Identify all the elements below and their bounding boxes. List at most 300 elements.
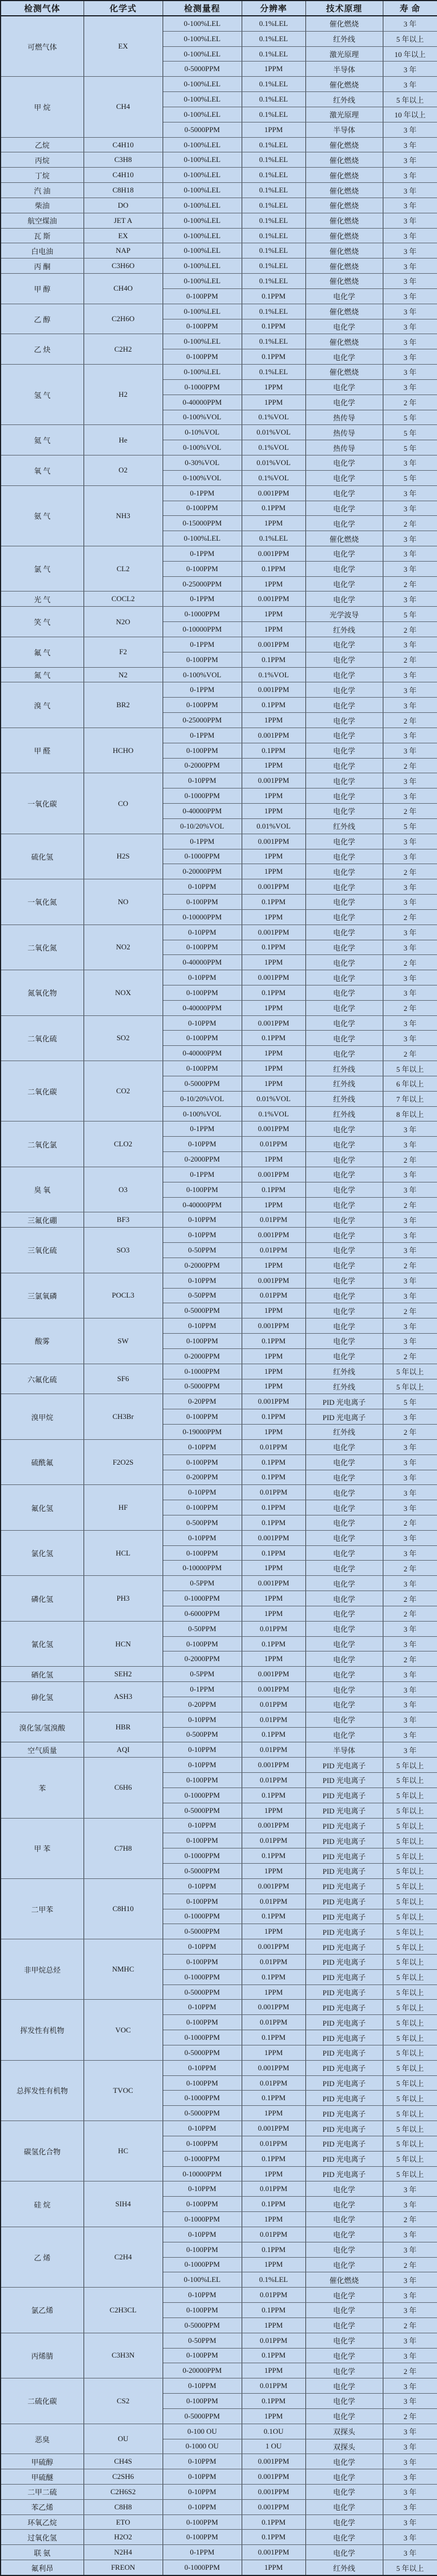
formula-cell: EX [84, 228, 163, 243]
range-cell: 0-100PPM [163, 2197, 242, 2212]
gas-group-row [1, 2514, 437, 2530]
lifespan-cell: 3 年 [383, 137, 437, 152]
principle-cell: 电化学 [305, 1152, 383, 1167]
lifespan-cell: 2 年 [383, 1606, 437, 1621]
range-cell: 0-500PPM [163, 1515, 242, 1530]
range-cell: 0-50PPM [163, 2333, 242, 2348]
principle-cell: 电化学 [305, 940, 383, 955]
formula-cell: VOC [84, 2000, 163, 2060]
lifespan-cell: 3 年 [383, 788, 437, 804]
lifespan-cell: 3 年 [383, 1121, 437, 1137]
range-cell: 0-19000PPM [163, 1425, 242, 1440]
principle-cell: 电化学 [305, 895, 383, 910]
col-header-principle: 技术原理 [305, 1, 383, 16]
lifespan-cell: 2 年 [383, 1197, 437, 1212]
principle-cell: 电化学 [305, 1258, 383, 1273]
resolution-cell: 1 OU [242, 2439, 305, 2454]
principle-cell: 电化学 [305, 698, 383, 713]
resolution-cell: 0.1%LEL [242, 46, 305, 62]
resolution-cell: 0.1%LEL [242, 137, 305, 152]
gas-group-row [1, 213, 437, 228]
resolution-cell: 0.001PPM [242, 592, 305, 607]
formula-cell: POCL3 [84, 1273, 163, 1318]
lifespan-cell: 2 年 [383, 622, 437, 637]
range-cell: 0-100PPM [163, 2514, 242, 2530]
principle-cell: PID 光电离子 [305, 2060, 383, 2075]
range-cell: 0-100%LEL [163, 259, 242, 274]
lifespan-cell: 3 年 [383, 2514, 437, 2530]
principle-cell: 催化燃烧 [305, 259, 383, 274]
lifespan-cell: 5 年以上 [383, 1969, 437, 1984]
formula-cell: He [84, 425, 163, 455]
range-cell: 0-100%LEL [163, 46, 242, 62]
lifespan-cell: 3 年 [383, 485, 437, 501]
lifespan-cell: 5 年以上 [383, 2015, 437, 2030]
range-cell: 0-5000PPM [163, 122, 242, 137]
formula-cell: SEH2 [84, 1667, 163, 1682]
range-cell: 0-100%LEL [163, 16, 242, 31]
lifespan-cell: 3 年 [383, 561, 437, 576]
principle-cell: PID 光电离子 [305, 2015, 383, 2030]
principle-cell: 红外线 [305, 1106, 383, 1121]
resolution-cell: 0.01PPM [242, 2075, 305, 2091]
resolution-cell: 0.001PPM [242, 546, 305, 561]
lifespan-cell: 5 年以上 [383, 1924, 437, 1939]
principle-cell: 催化燃烧 [305, 152, 383, 168]
range-cell: 0-100%LEL [163, 228, 242, 243]
range-cell: 0-100PPM [163, 2136, 242, 2151]
formula-cell: C6H6 [84, 1758, 163, 1818]
lifespan-cell: 3 年 [383, 2484, 437, 2499]
range-cell: 0-100%VOL [163, 667, 242, 682]
resolution-cell: 0.001PPM [242, 1167, 305, 1182]
range-cell: 0-5000PPM [163, 2045, 242, 2060]
lifespan-cell: 10 年以上 [383, 107, 437, 122]
range-cell: 0-10PPM [163, 1273, 242, 1288]
resolution-cell: 0.01PPM [242, 2015, 305, 2030]
gas-name-cell: 氮 气 [1, 667, 84, 682]
gas-group-row [1, 1485, 437, 1500]
resolution-cell: 0.1PPM [242, 2197, 305, 2212]
principle-cell: 电化学 [305, 2545, 383, 2560]
resolution-cell: 0.1PPM [242, 561, 305, 576]
resolution-cell: 1PPM [242, 849, 305, 864]
range-cell: 0-10PPM [163, 2499, 242, 2514]
range-cell: 0-100%LEL [163, 213, 242, 228]
resolution-cell: 1PPM [242, 2363, 305, 2378]
formula-cell: AQI [84, 1742, 163, 1758]
range-cell: 0-1000PPM [163, 1364, 242, 1379]
gas-group-row [1, 925, 437, 940]
range-cell: 0-1PPM [163, 592, 242, 607]
formula-cell: C8H10 [84, 1878, 163, 1939]
resolution-cell: 0.001PPM [242, 1015, 305, 1031]
gas-group-row [1, 2227, 437, 2242]
resolution-cell: 0.1PPM [242, 319, 305, 334]
range-cell: 0-200PPM [163, 1470, 242, 1485]
formula-cell: F2 [84, 637, 163, 667]
principle-cell: 催化燃烧 [305, 334, 383, 349]
formula-cell: O3 [84, 1167, 163, 1212]
resolution-cell: 0.01%VOL [242, 455, 305, 471]
gas-group-row [1, 1667, 437, 1682]
gas-group-row [1, 2181, 437, 2197]
resolution-cell: 0.1%LEL [242, 274, 305, 289]
range-cell: 0-10PPM [163, 2288, 242, 2303]
gas-group-row [1, 970, 437, 985]
resolution-cell: 0.01%VOL [242, 818, 305, 834]
range-cell: 0-30%VOL [163, 455, 242, 471]
lifespan-cell: 3 年 [383, 379, 437, 395]
resolution-cell: 0.001PPM [242, 2454, 305, 2469]
lifespan-cell: 3 年 [383, 1485, 437, 1500]
range-cell: 0-20000PPM [163, 2363, 242, 2378]
resolution-cell: 0.001PPM [242, 1318, 305, 1334]
principle-cell: 电化学 [305, 576, 383, 592]
range-cell: 0-100%LEL [163, 152, 242, 168]
gas-group-row [1, 1364, 437, 1379]
resolution-cell: 0.001PPM [242, 1273, 305, 1288]
range-cell: 0-5000PPM [163, 1984, 242, 2000]
lifespan-cell: 3 年 [383, 970, 437, 985]
principle-cell: 电化学 [305, 319, 383, 334]
range-cell: 0-100PPM [163, 1031, 242, 1046]
principle-cell: 热传导 [305, 410, 383, 425]
gas-group-row [1, 682, 437, 698]
gas-name-cell: 二氧化硫 [1, 1015, 84, 1061]
principle-cell: 红外线 [305, 1091, 383, 1106]
gas-name-cell: 碳氢化合物 [1, 2121, 84, 2181]
lifespan-cell: 5 年 [383, 607, 437, 622]
principle-cell: 电化学 [305, 2212, 383, 2227]
lifespan-cell: 2 年 [383, 1561, 437, 1576]
lifespan-cell: 2 年 [383, 909, 437, 925]
lifespan-cell: 5 年以上 [383, 1939, 437, 1955]
principle-cell: 电化学 [305, 682, 383, 698]
principle-cell: 半导体 [305, 1742, 383, 1758]
principle-cell: 电化学 [305, 2288, 383, 2303]
resolution-cell: 0.001PPM [242, 682, 305, 698]
resolution-cell: 0.1PPM [242, 2303, 305, 2318]
gas-group-row [1, 879, 437, 895]
range-cell: 0-100%LEL [163, 183, 242, 198]
gas-group-row [1, 1712, 437, 1727]
resolution-cell: 0.001PPM [242, 834, 305, 849]
resolution-cell: 0.1%LEL [242, 259, 305, 274]
principle-cell: 电化学 [305, 2303, 383, 2318]
range-cell: 0-10PPM [163, 1318, 242, 1334]
resolution-cell: 0.1PPM [242, 349, 305, 365]
range-cell: 0-10PPM [163, 1758, 242, 1773]
range-cell: 0-1000PPM [163, 1969, 242, 1984]
range-cell: 0-1000PPM [163, 2030, 242, 2045]
resolution-cell: 0.01%VOL [242, 425, 305, 440]
range-cell: 0-50PPM [163, 1621, 242, 1636]
resolution-cell: 0.1%LEL [242, 77, 305, 92]
range-cell: 0-15000PPM [163, 516, 242, 531]
gas-name-cell: 溴化氢/氢溴酸 [1, 1712, 84, 1742]
resolution-cell: 0.001PPM [242, 2121, 305, 2136]
gas-name-cell: 过氧化氢 [1, 2530, 84, 2545]
resolution-cell: 0.01PPM [242, 2288, 305, 2303]
lifespan-cell: 3 年 [383, 1576, 437, 1591]
resolution-cell: 0.001PPM [242, 2499, 305, 2514]
range-cell: 0-5000PPM [163, 2408, 242, 2424]
principle-cell: 电化学 [305, 970, 383, 985]
range-cell: 0-40000PPM [163, 1046, 242, 1061]
resolution-cell: 1PPM [242, 1924, 305, 1939]
gas-group-row [1, 1621, 437, 1636]
range-cell: 0-1000PPM [163, 788, 242, 804]
resolution-cell: 0.1%LEL [242, 168, 305, 183]
principle-cell: 红外线 [305, 818, 383, 834]
lifespan-cell: 3 年 [383, 592, 437, 607]
lifespan-cell: 3 年 [383, 2348, 437, 2363]
resolution-cell: 0.1%LEL [242, 228, 305, 243]
range-cell: 0-100PPM [163, 1545, 242, 1561]
formula-cell: O2 [84, 455, 163, 486]
principle-cell: 电化学 [305, 1515, 383, 1530]
range-cell: 0-100PPM [163, 1061, 242, 1076]
formula-cell: C3H8 [84, 152, 163, 168]
formula-cell: OU [84, 2424, 163, 2454]
principle-cell: 电化学 [305, 455, 383, 471]
principle-cell: 催化燃烧 [305, 304, 383, 319]
principle-cell: PID 光电离子 [305, 1909, 383, 1924]
header-row [1, 1, 437, 16]
gas-group-row [1, 1015, 437, 1031]
gas-group-row [1, 1121, 437, 1137]
gas-name-cell: 三氯氧磷 [1, 1273, 84, 1318]
principle-cell: 电化学 [305, 1591, 383, 1606]
formula-cell: CS2 [84, 2378, 163, 2424]
resolution-cell: 0.001PPM [242, 2060, 305, 2075]
range-cell: 0-100PPM [163, 2015, 242, 2030]
resolution-cell: 1PPM [242, 622, 305, 637]
principle-cell: PID 光电离子 [305, 2151, 383, 2166]
formula-cell: N2H4 [84, 2545, 163, 2560]
principle-cell: 电化学 [305, 2530, 383, 2545]
lifespan-cell: 5 年以上 [383, 2151, 437, 2166]
resolution-cell: 0.1%LEL [242, 107, 305, 122]
lifespan-cell: 2 年 [383, 516, 437, 531]
principle-cell: 电化学 [305, 804, 383, 819]
formula-cell: C2H2 [84, 334, 163, 365]
range-cell: 0-100%LEL [163, 531, 242, 546]
range-cell: 0-10PPM [163, 1742, 242, 1758]
resolution-cell: 1PPM [242, 1364, 305, 1379]
principle-cell: 电化学 [305, 2363, 383, 2378]
formula-cell: HCN [84, 1621, 163, 1666]
gas-group-row [1, 2121, 437, 2136]
formula-cell: C2H6S2 [84, 2484, 163, 2499]
lifespan-cell: 5 年以上 [383, 1379, 437, 1394]
range-cell: 0-10PPM [163, 1212, 242, 1228]
gas-name-cell: 甲 烷 [1, 77, 84, 137]
lifespan-cell: 3 年 [383, 1545, 437, 1561]
gas-name-cell: 二硫化碳 [1, 2378, 84, 2424]
range-cell: 0-100PPM [163, 1455, 242, 1470]
gas-group-row [1, 168, 437, 183]
lifespan-cell: 3 年 [383, 319, 437, 334]
lifespan-cell: 3 年 [383, 682, 437, 698]
resolution-cell: 0.1%LEL [242, 92, 305, 107]
gas-group-row [1, 2560, 437, 2575]
lifespan-cell: 5 年以上 [383, 2091, 437, 2106]
lifespan-cell: 5 年 [383, 440, 437, 455]
resolution-cell: 0.01PPM [242, 2378, 305, 2394]
range-cell: 0-40000PPM [163, 1197, 242, 1212]
formula-cell: H2O2 [84, 2530, 163, 2545]
resolution-cell: 0.1%VOL [242, 667, 305, 682]
resolution-cell: 0.1PPM [242, 2091, 305, 2106]
range-cell: 0-5000PPM [163, 1864, 242, 1879]
range-cell: 0-10PPM [163, 1530, 242, 1545]
lifespan-cell: 3 年 [383, 228, 437, 243]
lifespan-cell: 2 年 [383, 1651, 437, 1667]
gas-group-row [1, 834, 437, 849]
gas-name-cell: 挥发性有机物 [1, 2000, 84, 2060]
resolution-cell: 1PPM [242, 1379, 305, 1394]
resolution-cell: 0.001PPM [242, 1530, 305, 1545]
range-cell: 0-10PPM [163, 1939, 242, 1955]
formula-cell: N2 [84, 667, 163, 682]
gas-name-cell: 恶臭 [1, 2424, 84, 2454]
gas-name-cell: 丙烯腈 [1, 2333, 84, 2378]
resolution-cell: 0.1PPM [242, 652, 305, 667]
principle-cell: 电化学 [305, 2484, 383, 2499]
lifespan-cell: 5 年以上 [383, 1818, 437, 1833]
lifespan-cell: 3 年 [383, 1500, 437, 1515]
range-cell: 0-1PPM [163, 1121, 242, 1137]
formula-cell: CL2 [84, 546, 163, 591]
principle-cell: 电化学 [305, 1667, 383, 1682]
resolution-cell: 0.001PPM [242, 1878, 305, 1894]
principle-cell: PID 光电离子 [305, 1818, 383, 1833]
lifespan-cell: 3 年 [383, 698, 437, 713]
resolution-cell: 1PPM [242, 2317, 305, 2333]
gas-name-cell: 柴油 [1, 198, 84, 213]
gas-name-cell: 甲 醛 [1, 728, 84, 773]
gas-group-row [1, 334, 437, 349]
resolution-cell: 1PPM [242, 62, 305, 77]
principle-cell: PID 光电离子 [305, 1969, 383, 1984]
resolution-cell: 0.01PPM [242, 2227, 305, 2242]
gas-group-row [1, 183, 437, 198]
formula-cell: EX [84, 16, 163, 77]
resolution-cell: 0.01PPM [242, 1773, 305, 1788]
resolution-cell: 0.1PPM [242, 698, 305, 713]
range-cell: 0-100PPM [163, 743, 242, 758]
resolution-cell: 0.1PPM [242, 743, 305, 758]
range-cell: 0-10PPM [163, 773, 242, 788]
lifespan-cell: 3 年 [383, 77, 437, 92]
principle-cell: 电化学 [305, 1470, 383, 1485]
resolution-cell: 1PPM [242, 2106, 305, 2121]
lifespan-cell: 3 年 [383, 2378, 437, 2394]
resolution-cell: 1PPM [242, 1561, 305, 1576]
formula-cell: C2H4 [84, 2227, 163, 2287]
principle-cell: 电化学 [305, 1243, 383, 1258]
principle-cell: 电化学 [305, 349, 383, 365]
resolution-cell: 1PPM [242, 1258, 305, 1273]
principle-cell: PID 光电离子 [305, 1878, 383, 1894]
resolution-cell: 0.001PPM [242, 637, 305, 652]
principle-cell: PID 光电离子 [305, 2091, 383, 2106]
formula-cell: DO [84, 198, 163, 213]
formula-cell: NO2 [84, 925, 163, 970]
range-cell: 0-10PPM [163, 2060, 242, 2075]
principle-cell: 红外线 [305, 622, 383, 637]
gas-name-cell: 可燃气体 [1, 16, 84, 77]
gas-group-row [1, 607, 437, 622]
range-cell: 0-10PPM [163, 1439, 242, 1455]
principle-cell: PID 光电离子 [305, 1955, 383, 1970]
lifespan-cell: 3 年 [383, 288, 437, 304]
principle-cell: 电化学 [305, 1651, 383, 1667]
principle-cell: 电化学 [305, 561, 383, 576]
range-cell: 0-100PPM [163, 2530, 242, 2545]
range-cell: 0-100PPM [163, 501, 242, 516]
principle-cell: 红外线 [305, 1364, 383, 1379]
lifespan-cell: 8 年以上 [383, 1106, 437, 1121]
range-cell: 0-100%LEL [163, 137, 242, 152]
resolution-cell: 0.1PPM [242, 2348, 305, 2363]
formula-cell: C7H8 [84, 1818, 163, 1878]
principle-cell: 电化学 [305, 1455, 383, 1470]
lifespan-cell: 3 年 [383, 1318, 437, 1334]
lifespan-cell: 3 年 [383, 1727, 437, 1742]
table-body [1, 16, 437, 2575]
resolution-cell: 0.1PPM [242, 1455, 305, 1470]
principle-cell: 电化学 [305, 1334, 383, 1349]
range-cell: 0-100PPM [163, 1833, 242, 1848]
principle-cell: PID 光电离子 [305, 1788, 383, 1803]
resolution-cell: 1PPM [242, 1591, 305, 1606]
lifespan-cell: 2 年 [383, 1591, 437, 1606]
gas-name-cell: 氦 气 [1, 425, 84, 455]
range-cell: 0-50PPM [163, 1288, 242, 1303]
gas-group-row [1, 137, 437, 152]
lifespan-cell: 3 年 [383, 2272, 437, 2288]
range-cell: 0-1PPM [163, 1682, 242, 1697]
gas-name-cell: 乙 烯 [1, 2227, 84, 2287]
resolution-cell: 0.1PPM [242, 1409, 305, 1425]
principle-cell: PID 光电离子 [305, 2000, 383, 2015]
gas-group-row [1, 259, 437, 274]
gas-name-cell: 氯乙烯 [1, 2288, 84, 2333]
range-cell: 0-10/20%VOL [163, 1091, 242, 1106]
lifespan-cell: 5 年以上 [383, 2166, 437, 2181]
lifespan-cell: 5 年以上 [383, 92, 437, 107]
principle-cell: PID 光电离子 [305, 2121, 383, 2136]
lifespan-cell: 5 年 [383, 425, 437, 440]
lifespan-cell: 3 年 [383, 728, 437, 743]
gas-name-cell: 氯化氢 [1, 1530, 84, 1575]
principle-cell: 电化学 [305, 713, 383, 728]
lifespan-cell: 3 年 [383, 16, 437, 31]
gas-name-cell: 二氧化氯 [1, 1121, 84, 1167]
formula-cell: C2H6O [84, 304, 163, 334]
range-cell: 0-100%LEL [163, 168, 242, 183]
gas-group-row [1, 2288, 437, 2303]
range-cell: 0-2000PPM [163, 1152, 242, 1167]
resolution-cell: 0.1PPM [242, 895, 305, 910]
range-cell: 0-10PPM [163, 1228, 242, 1243]
range-cell: 0-6000PPM [163, 1606, 242, 1621]
principle-cell: 电化学 [305, 2408, 383, 2424]
resolution-cell: 0.01PPM [242, 2181, 305, 2197]
